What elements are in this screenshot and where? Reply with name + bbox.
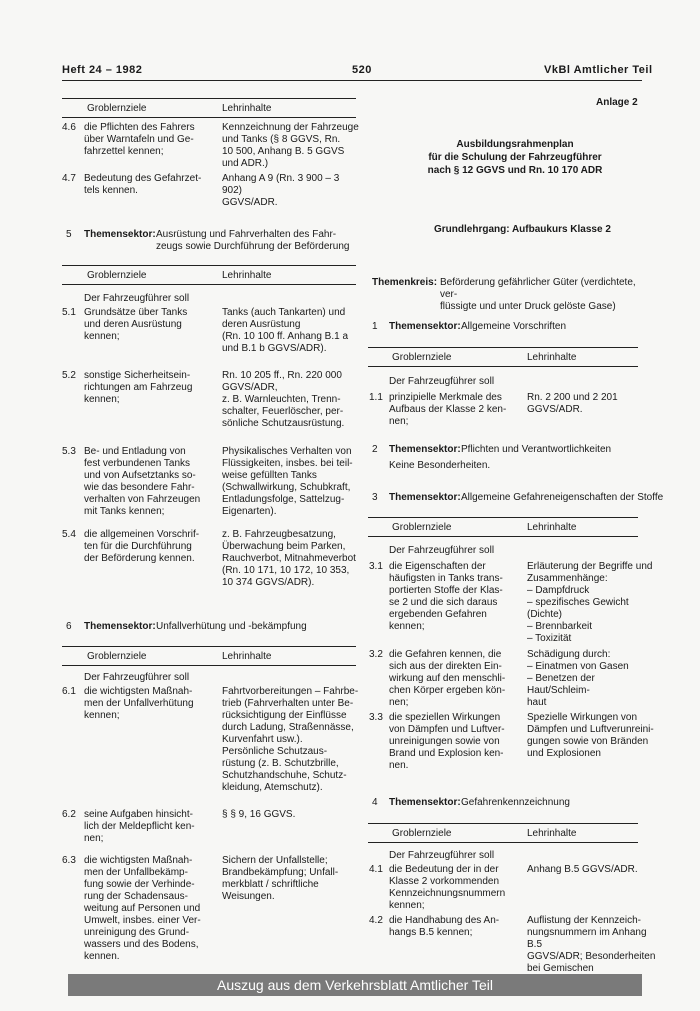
sector-note: Keine Besonderheiten. — [389, 460, 491, 471]
learning-content: Rn. 2 200 und 2 201 GGVS/ADR. — [527, 392, 618, 415]
sector-number: 2 — [372, 444, 378, 455]
item-number: 6.2 — [62, 809, 76, 820]
item-number: 4.7 — [62, 173, 76, 184]
item-number: 4.1 — [369, 864, 383, 875]
learning-content: § § 9, 16 GGVS. — [222, 809, 296, 820]
table-intro: Der Fahrzeugführer soll — [84, 672, 190, 683]
learning-goal: die Handhabung des An- hangs B.5 kennen; — [389, 915, 500, 938]
page-number: 520 — [352, 64, 372, 76]
learning-content: Auflistung der Kennzeich- nungsnummern im Anhang B.5 GGVS/ADR; Besonderheiten bei Gemischen — [527, 915, 656, 974]
document-title: Ausbildungsrahmenplan für die Schulung der Fahrzeugführer nach § 12 GGVS und Rn. 10 170 ADR — [427, 139, 603, 176]
learning-content: Anhang A 9 (Rn. 3 900 – 3 902) GGVS/ADR. — [222, 173, 340, 208]
sector-title: Allgemeine Gefahreneigenschaften der Stoffe — [461, 492, 664, 503]
table-rule — [62, 284, 356, 285]
sector-label: Themensektor: — [84, 621, 156, 632]
item-number: 1.1 — [369, 392, 383, 403]
item-number: 3.2 — [369, 649, 383, 660]
sector-number: 5 — [66, 229, 72, 240]
column-header-content: Lehrinhalte — [222, 270, 272, 281]
sector-title: Allgemeine Vorschriften — [461, 321, 567, 332]
sector-title: Ausrüstung und Fahrverhalten des Fahr- zeugs sowie Durchführung der Beförderung — [156, 229, 350, 252]
column-header-content: Lehrinhalte — [527, 522, 577, 533]
table-rule — [62, 265, 356, 266]
learning-goal: sonstige Sicherheitsein- richtungen am Fahrzeug kennen; — [84, 370, 193, 405]
running-header-right: VkBl Amtlicher Teil — [544, 64, 653, 76]
item-number: 5.1 — [62, 307, 76, 318]
column-header-goals: Groblernziele — [392, 828, 452, 839]
sector-label: Themensektor: — [84, 229, 156, 240]
table-rule — [62, 665, 356, 666]
table-rule — [368, 347, 638, 348]
learning-goal: die wichtigsten Maßnah- men der Unfallbekämp- fung sowie der Verhinde- rung der Schadensaus- weitung auf Personen und Umwelt, insbes. einer Ver- unreinigung des Grund- wassers und des Bodens, kennen. — [84, 855, 201, 962]
topic-text: Beförderung gefährlicher Güter (verdichtete, ver- flüssigte und unter Druck gelöste Gase) — [440, 277, 636, 312]
column-header-content: Lehrinhalte — [527, 352, 577, 363]
item-number: 5.3 — [62, 446, 76, 457]
table-rule — [368, 517, 638, 518]
learning-goal: Be- und Entladung von fest verbundenen Tanks und von Aufsetztanks so- wie das besondere Fahr- verhalten von Fahrzeugen mit Tanks kennen; — [84, 446, 201, 517]
table-rule — [368, 842, 638, 843]
column-header-goals: Groblernziele — [87, 651, 147, 662]
sector-number: 6 — [66, 621, 72, 632]
item-number: 5.2 — [62, 370, 76, 381]
table-rule — [62, 117, 356, 118]
learning-content: Schädigung durch: – Einatmen von Gasen – Benetzen der Haut/Schleim- haut — [527, 649, 629, 708]
column-header-content: Lehrinhalte — [527, 828, 577, 839]
footer-banner: Auszug aus dem Verkehrsblatt Amtlicher Teil — [68, 974, 642, 996]
column-header-goals: Groblernziele — [392, 352, 452, 363]
sector-label: Themensektor: — [389, 492, 461, 503]
learning-content: Anhang B.5 GGVS/ADR. — [527, 864, 638, 875]
learning-goal: seine Aufgaben hinsicht- lich der Meldepflicht ken- nen; — [84, 809, 195, 844]
table-rule — [62, 646, 356, 647]
learning-content: Erläuterung der Begriffe und Zusammenhänge: – Dampfdruck – spezifisches Gewicht (Dichte) – Brennbarkeit – Toxizität — [527, 561, 653, 644]
learning-goal: die Gefahren kennen, die sich aus der direkten Ein- wirkung auf den menschli- chen Körper ergeben kön- nen; — [389, 649, 506, 708]
learning-goal: prinzipielle Merkmale des Aufbaus der Klasse 2 ken- nen; — [389, 392, 507, 427]
learning-content: Kennzeichnung der Fahrzeuge und Tanks (§ 8 GGVS, Rn. 10 500, Anhang B. 5 GGVS und ADR.) — [222, 122, 359, 169]
learning-content: Spezielle Wirkungen von Dämpfen und Luftverunreini- gungen sowie von Bränden und Explosionen — [527, 712, 654, 759]
item-number: 5.4 — [62, 529, 76, 540]
sector-label: Themensektor: — [389, 444, 461, 455]
annex-label: Anlage 2 — [596, 97, 638, 108]
learning-goal: Grundsätze über Tanks und deren Ausrüstung kennen; — [84, 307, 188, 342]
item-number: 4.2 — [369, 915, 383, 926]
sector-label: Themensektor: — [389, 797, 461, 808]
topic-label: Themenkreis: — [372, 277, 438, 288]
learning-goal: die Eigenschaften der häufigsten in Tanks trans- portierten Stoffe der Klas- se 2 und die sich daraus ergebenden Gefahren kennen; — [389, 561, 503, 632]
sector-number: 4 — [372, 797, 378, 808]
item-number: 6.3 — [62, 855, 76, 866]
sector-title: Pflichten und Verantwortlichkeiten — [461, 444, 612, 455]
table-rule — [62, 98, 356, 99]
item-number: 6.1 — [62, 686, 76, 697]
table-intro: Der Fahrzeugführer soll — [84, 293, 190, 304]
sector-number: 3 — [372, 492, 378, 503]
sector-title: Gefahrenkennzeichnung — [461, 797, 570, 808]
learning-content: Sichern der Unfallstelle; Brandbekämpfung; Unfall- merkblatt / schriftliche Weisungen. — [222, 855, 339, 902]
learning-goal: die allgemeinen Vorschrif- ten für die Durchführung der Beförderung kennen. — [84, 529, 200, 564]
sector-title: Unfallverhütung und -bekämpfung — [156, 621, 307, 632]
learning-content: Rn. 10 205 ff., Rn. 220 000 GGVS/ADR, z. B. Warnleuchten, Trenn- schalter, Feuerlöscher, per- sönliche Schutzausrüstung. — [222, 370, 345, 429]
learning-goal: die Pflichten des Fahrers über Warntafeln und Ge- fahrzettel kennen; — [84, 122, 195, 157]
item-number: 3.3 — [369, 712, 383, 723]
learning-content: z. B. Fahrzeugbesatzung, Überwachung beim Parken, Rauchverbot, Mitnahmeverbot (Rn. 10 171, 10 172, 10 353, 10 374 GGVS/ADR). — [222, 529, 356, 588]
learning-goal: die wichtigsten Maßnah- men der Unfallverhütung kennen; — [84, 686, 194, 721]
item-number: 3.1 — [369, 561, 383, 572]
table-intro: Der Fahrzeugführer soll — [389, 850, 495, 861]
item-number: 4.6 — [62, 122, 76, 133]
header-rule — [62, 80, 642, 81]
table-intro: Der Fahrzeugführer soll — [389, 545, 495, 556]
learning-goal: Bedeutung des Gefahrzet- tels kennen. — [84, 173, 202, 196]
table-rule — [368, 823, 638, 824]
table-rule — [368, 366, 638, 367]
learning-content: Physikalisches Verhalten von Flüssigkeiten, insbes. bei teil- weise gefüllten Tanks (Schwallwirkung, Schubkraft, Entladungsfolge, Sattelzug- Eigenarten). — [222, 446, 353, 517]
learning-content: Tanks (auch Tankarten) und deren Ausrüstung (Rn. 10 100 ff. Anhang B.1 a und B.1 b GGVS/ADR). — [222, 307, 349, 354]
learning-goal: die speziellen Wirkungen von Dämpfen und Luftver- unreinigungen sowie von Brand und Explosion ken- nen. — [389, 712, 505, 771]
running-header-left: Heft 24 – 1982 — [62, 64, 143, 76]
sector-label: Themensektor: — [389, 321, 461, 332]
learning-content: Fahrtvorbereitungen – Fahrbe- trieb (Fahrverhalten unter Be- rücksichtigung der Einflüsse durch Ladung, Straßennässe, Kurvenfahrt usw.). Persönliche Schutzaus- rüstung (z. B. Schutzbrille, Schutzhandschuhe, Schutz- kleidung, Atemschutz). — [222, 686, 359, 793]
column-header-goals: Groblernziele — [392, 522, 452, 533]
learning-goal: die Bedeutung der in der Klasse 2 vorkommenden Kennzeichnungsnummern kennen; — [389, 864, 506, 911]
column-header-content: Lehrinhalte — [222, 651, 272, 662]
column-header-goals: Groblernziele — [87, 270, 147, 281]
table-intro: Der Fahrzeugführer soll — [389, 376, 495, 387]
course-title: Grundlehrgang: Aufbaukurs Klasse 2 — [434, 224, 611, 235]
column-header-goals: Groblernziele — [87, 103, 147, 114]
sector-number: 1 — [372, 321, 378, 332]
column-header-content: Lehrinhalte — [222, 103, 272, 114]
table-rule — [368, 536, 638, 537]
